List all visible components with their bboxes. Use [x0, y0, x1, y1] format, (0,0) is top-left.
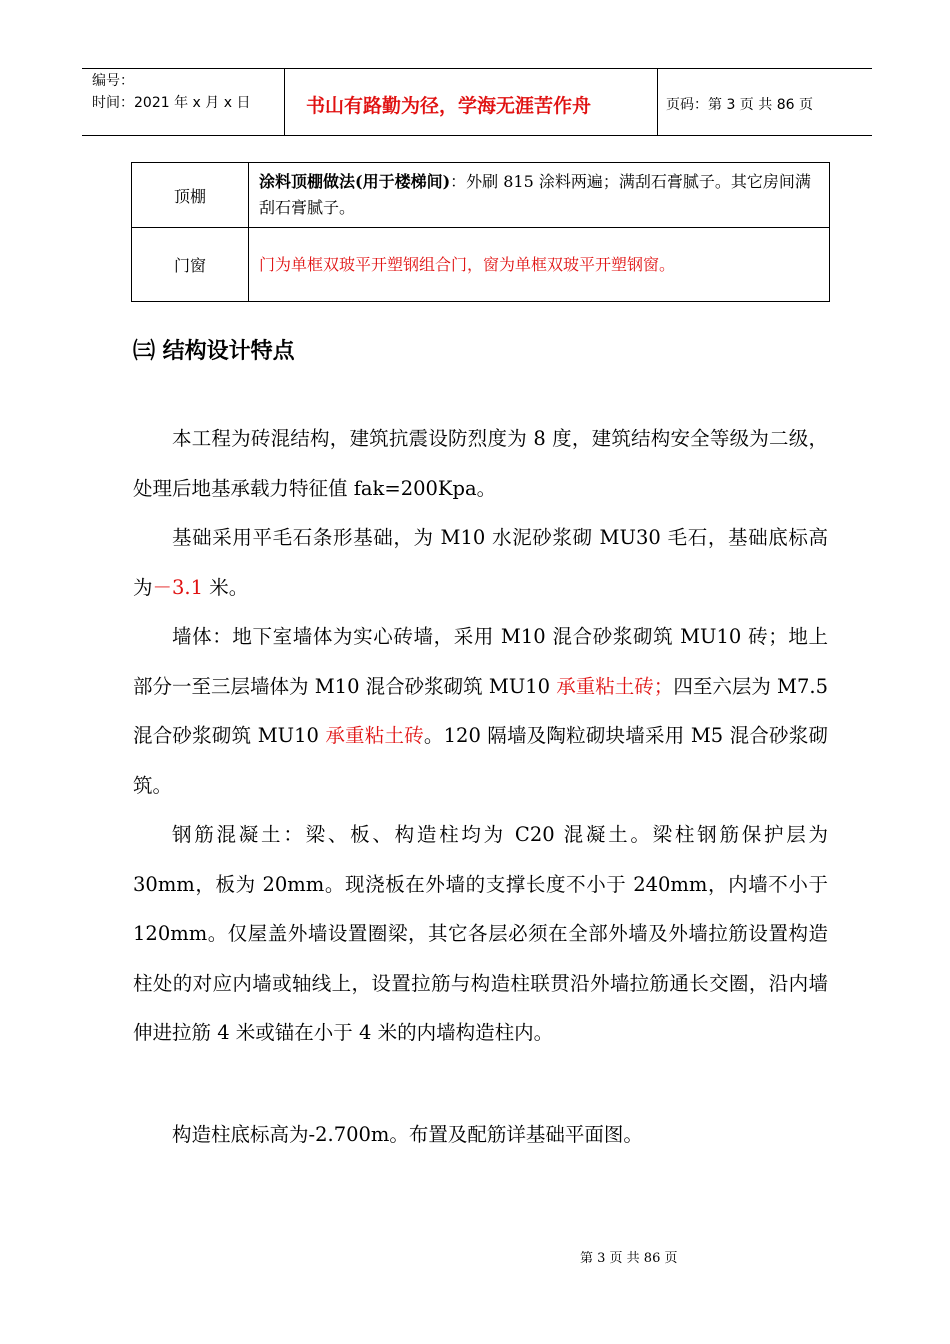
table-row: [132, 163, 830, 228]
foundation-unit: 米。: [203, 575, 249, 599]
header-page-info: 页码：第 3 页 共 86 页: [666, 97, 813, 113]
walls-text-3: 。120 隔墙及陶粒砌块墙采用 M5 混合砂浆砌筑。: [133, 724, 828, 797]
header-top-rule: [82, 68, 872, 69]
walls-text-2: 四至六层为 M7.5 混合砂浆砌筑 MU10: [133, 674, 828, 747]
ceiling-method-title: 涂料顶棚做法(用于楼梯间): [259, 172, 451, 191]
finish-spec-table: [131, 162, 830, 302]
section-title: ㈢ 结构设计特点: [133, 339, 295, 364]
header-motto: 书山有路勤为径，学海无涯苦作舟: [306, 95, 592, 117]
header-divider-2: [657, 68, 658, 136]
header-meta: [92, 70, 250, 114]
document-time: 时间：2021 年 x 月 x 日: [92, 95, 251, 111]
row-label-doors-windows: 门窗: [132, 228, 249, 302]
paragraph-concrete: 钢筋混凝土：梁、板、构造柱均为 C20 混凝土。梁柱钢筋保护层为 30mm，板为 20mm。现浇板在外墙的支撑长度不小于 240mm，内墙不小于 120mm。仅屋盖外墙设置圈梁，其它各层必须在全部外墙及外墙拉筋设置构造柱处的对应内墙或轴线上，设置拉筋与构造柱联贯沿外墙拉筋通长交圈，沿内墙伸进拉筋 4 米或锚在小于 4 米的内墙构造柱内。: [133, 823, 828, 1044]
ceiling-method-text: ：外刷 815 涂料两遍；满刮石膏腻子。其它房间满刮石膏腻子。: [259, 172, 811, 217]
foundation-elevation: －3.1: [152, 575, 204, 599]
walls-text-1: 墙体：地下室墙体为实心砖墙，采用 M10 混合砂浆砌筑 MU10 砖；地上部分一至三层墙体为 M10 混合砂浆砌筑 MU10: [133, 625, 828, 698]
walls-brick-2: 承重粘土砖: [325, 724, 424, 747]
document-number: 编号：: [92, 73, 134, 89]
table-row: [132, 228, 830, 302]
foundation-text: 基础采用平毛石条形基础，为 M10 水泥砂浆砌 MU30 毛石，基础底标高为: [133, 526, 828, 599]
paragraph-structure-type: 本工程为砖混结构，建筑抗震设防烈度为 8 度，建筑结构安全等级为二级，处理后地基承载力特征值 fak=200Kpa。: [133, 427, 828, 500]
row-content-doors-windows: 门为单框双玻平开塑钢组合门，窗为单框双玻平开塑钢窗。: [249, 228, 830, 302]
page-footer: 第 3 页 共 86 页: [580, 1251, 678, 1266]
paragraph-column-base: 构造柱底标高为-2.700m。布置及配筋详基础平面图。: [172, 1123, 643, 1146]
paragraph-walls: [133, 612, 828, 810]
paragraph-foundation: [133, 513, 828, 612]
header-bottom-rule: [82, 135, 872, 136]
row-content-ceiling: [249, 163, 830, 228]
row-label-ceiling: 顶棚: [132, 163, 249, 228]
header-divider-1: [284, 68, 285, 136]
walls-brick-1: 承重粘土砖；: [556, 674, 674, 698]
